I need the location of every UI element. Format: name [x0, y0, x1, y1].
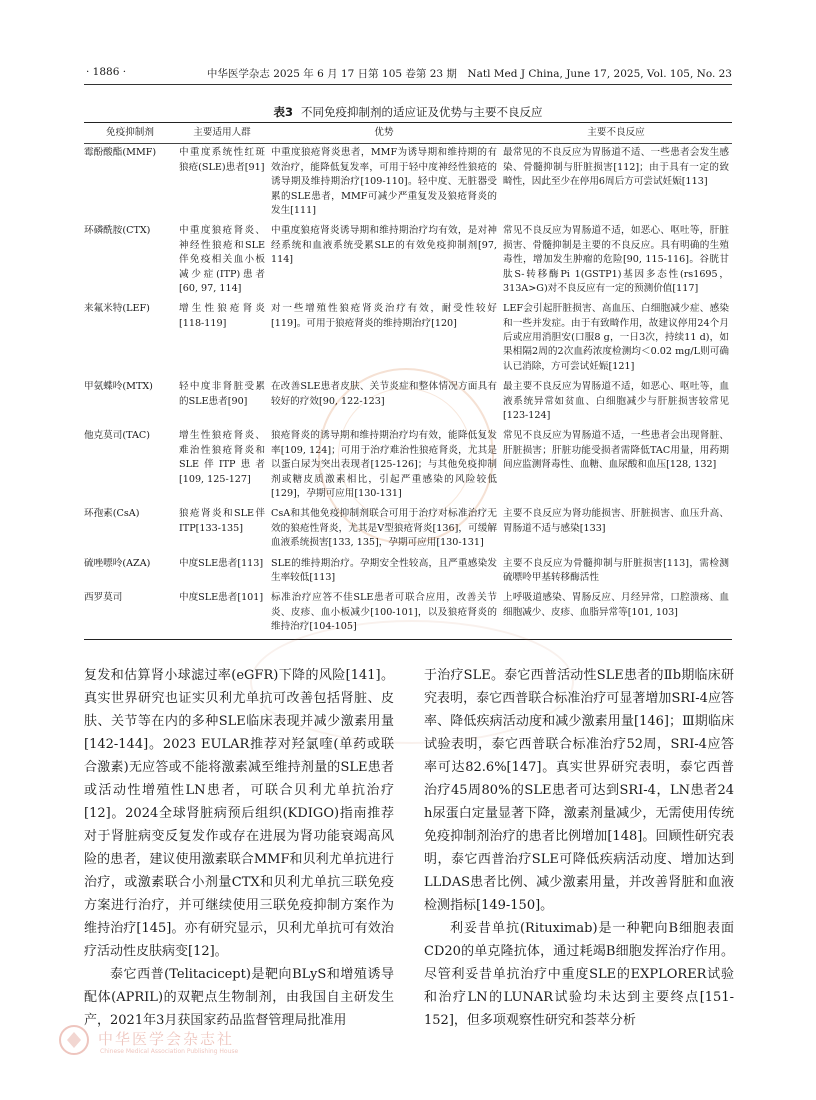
population-cell: 中重度狼疮肾炎、神经性狼疮和SLE伴免疫相关血小板减少症(ITP)患者[60, 97, 114]: [179, 225, 265, 294]
publisher-name: 中华医学会杂志社: [98, 1030, 235, 1048]
body-paragraph: 利妥昔单抗(Rituximab)是一种靶向B细胞表面CD20的单克隆抗体，通过耗竭B细胞发挥治疗作用。尽管利妥昔单抗治疗中重度SLE的EXPLORER试验和治疗LN的LUNAR试验均未达到主要终点[151-152]，但多项观察性研究和荟萃分析: [424, 921, 734, 1028]
table-header-row: [84, 123, 732, 144]
population-cell: 增生性狼疮肾炎、难治性狼疮肾炎和SLE伴ITP患者[109, 125-127]: [179, 430, 265, 485]
advantages-cell: SLE的维持期治疗。孕期安全性较高，且严重感染发生率较低[113]: [271, 557, 497, 583]
advantages-cell: 狼疮肾炎的诱导期和维持期治疗均有效，能降低复发率[109, 124]；可用于治疗难治性狼疮肾炎，尤其是以蛋白尿为突出表现者[125-126]；与其他免疫抑制剂或糖皮质激素相比，引起严重感染的风险较低[129]，孕期可应用[130-131]: [271, 430, 497, 499]
adverse-cell: 主要不良反应为肾功能损害、肝脏损害、血压升高、胃肠道不适与感染[133]: [503, 508, 729, 534]
drug-cell: 甲氨蝶呤(MTX): [84, 381, 153, 393]
immunosuppressant-table: [84, 122, 732, 640]
header-rule: [84, 84, 732, 85]
drug-cell: 环孢素(CsA): [84, 508, 140, 520]
adverse-cell: 主要不良反应为骨髓抑制与肝脏损害[113]，需检测硫嘌呤甲基转移酶活性: [503, 557, 729, 583]
page-number: · 1886 ·: [86, 66, 127, 78]
body-paragraph: 复发和估算肾小球滤过率(eGFR)下降的风险[141]。真实世界研究也证实贝利尤单抗可改善包括肾脏、皮肤、关节等在内的多种SLE临床表现并减少激素用量[142-144]。2023 EULAR推荐对羟氯喹(单药或联合激素)无应答或不能将激素减至维持剂量的SLE患者或活动性增殖性LN患者，可联合贝利尤单抗治疗[12]。2024全球肾脏病预后组织(KDIGO)指南推荐对于肾脏病变反复发作或存在进展为肾功能衰竭高风险的患者，建议使用激素联合MMF和贝利尤单抗进行治疗，或激素联合小剂量CTX和贝利尤单抗三联免疫方案进行治疗，并可继续使用三联免疫抑制方案作为维持治疗[145]。亦有研究显示，贝利尤单抗可有效治疗活动性皮肤病变[12]。: [84, 668, 394, 959]
body-column-right: [424, 664, 734, 1032]
population-cell: 狼疮肾炎和SLE伴ITP[133-135]: [179, 508, 265, 534]
adverse-cell: 常见不良反应为胃肠道不适，一些患者会出现肾脏、肝脏损害；肝脏功能受损者需降低TAC用量，用药期间应监测肾毒性、血糖、血尿酸和血压[128, 132]: [503, 430, 729, 471]
body-paragraph: 于治疗SLE。泰它西普活动性SLE患者的Ⅱb期临床研究表明，泰它西普联合标准治疗可显著增加SRI-4应答率、降低疾病活动度和减少激素用量[146]；Ⅲ期临床试验表明，泰它西普联合标准治疗52周，SRI-4应答率可达82.6%[147]。真实世界研究表明，泰它西普治疗45周80%的SLE患者可达到SRI-4，LN患者24 h尿蛋白定量显著下降，激素剂量减少，无需使用传统免疫抑制剂治疗的患者比例增加[148]。回顾性研究表明，泰它西普治疗SLE可降低疾病活动度、增加达到LLDAS患者比例、减少激素用量，并改善肾脏和血液检测指标[149-150]。: [424, 668, 734, 913]
table-row: [84, 505, 732, 554]
drug-cell: 来氟米特(LEF): [84, 303, 150, 315]
body-column-left: [84, 664, 394, 1032]
column-header: 免疫抑制剂: [84, 123, 176, 144]
adverse-cell: 最常见的不良反应为胃肠道不适、一些患者会发生感染、骨髓抑制与肝脏损害[112]；由于具有一定的致畸性，因此至少在停用6周后方可尝试妊娠[113]: [503, 147, 729, 188]
adverse-cell: 常见不良反应为胃肠道不适，如恶心、呕吐等，肝脏损害、骨髓抑制是主要的不良反应。具有明确的生殖毒性，增加发生肿瘤的危险[90, 115-116]。谷胱甘肽S-转移酶Pi 1(GSTP1)基因多态性(rs1695，313A>G)对不良反应有一定的预测价值[117]: [503, 225, 729, 294]
advantages-cell: 中重度狼疮肾炎患者，MMF为诱导期和维持期的有效治疗，能降低复发率，可用于轻中度神经性狼疮的诱导期及维持期治疗[109-110]。轻中度、无脏器受累的SLE患者，MMF可减少严重复发及狼疮肾炎的发生[111]: [271, 147, 497, 216]
adverse-cell: 最主要不良反应为胃肠道不适，如恶心、呕吐等，血液系统异常如贫血、白细胞减少与肝脏损害较常见[123-124]: [503, 381, 729, 422]
population-cell: 中度SLE患者[101]: [179, 592, 264, 604]
drug-cell: 他克莫司(TAC): [84, 430, 151, 442]
population-cell: 轻中度非肾脏受累的SLE患者[90]: [179, 381, 265, 407]
advantages-cell: CsA和其他免疫抑制剂联合可用于治疗对标准治疗无效的狼疮性肾炎，尤其是V型狼疮肾炎[136]，可缓解血液系统损害[133, 135]，孕期可应用[130-131]: [271, 508, 497, 549]
column-header: 优势: [268, 123, 500, 144]
table-row: [84, 555, 732, 590]
table-row: [84, 144, 732, 222]
table-row: [84, 427, 732, 505]
table-row: [84, 378, 732, 427]
table-title: 不同免疫抑制剂的适应证及优势与主要不良反应: [301, 105, 543, 119]
advantages-cell: 对一些增殖性狼疮肾炎治疗有效，耐受性较好[119]。可用于狼疮肾炎的维持期治疗[120]: [271, 303, 497, 329]
adverse-cell: LEF会引起肝脏损害、高血压、白细胞减少症、感染和一些并发症。由于有致畸作用，故建议停用24个月后或应用消胆安(口服8 g，一日3次，持续11 d)，如果相隔2周的2次血药浓度检测均＜0.02 mg/L则可确认已消除，方可尝试妊娠[121]: [503, 303, 729, 372]
table-caption: [84, 104, 732, 120]
publisher-subtitle: Chinese Medical Association Publishing House: [100, 1048, 239, 1055]
drug-cell: 霉酚酸酯(MMF): [84, 147, 157, 159]
advantages-cell: 中重度狼疮肾炎诱导期和维持期治疗均有效，是对神经系统和血液系统受累SLE的有效免疫抑制剂[97, 114]: [271, 225, 497, 266]
advantages-cell: 标准治疗应答不佳SLE患者可联合应用，改善关节炎、皮疹、血小板减少[100-101]，以及狼疮肾炎的维持治疗[104-105]: [271, 592, 497, 633]
drug-cell: 环磷酰胺(CTX): [84, 225, 151, 237]
body-paragraph: 泰它西普(Telitacicept)是靶向BLyS和增殖诱导配体(APRIL)的双靶点生物制剂，由我国自主研发生产，2021年3月获国家药品监督管理局批准用: [84, 967, 394, 1028]
table-row: [84, 300, 732, 378]
drug-cell: 硫唑嘌呤(AZA): [84, 557, 151, 569]
adverse-cell: 上呼吸道感染、胃肠反应、月经异常，口腔溃疡、血细胞减少、皮疹、血脂异常等[101, 103]: [503, 592, 729, 618]
table-label: 表3: [273, 105, 293, 119]
table-row: [84, 589, 732, 639]
population-cell: 增生性狼疮肾炎[118-119]: [179, 303, 265, 329]
population-cell: 中度SLE患者[113]: [179, 557, 264, 569]
table-row: [84, 222, 732, 300]
running-header: [84, 66, 732, 84]
advantages-cell: 在改善SLE患者皮肤、关节炎症和整体情况方面具有较好的疗效[90, 122-123]: [271, 381, 497, 407]
population-cell: 中重度系统性红斑狼疮(SLE)患者[91]: [179, 147, 265, 173]
journal-citation: 中华医学杂志 2025 年 6 月 17 日第 105 卷第 23 期 Natl Med J China, June 17, 2025, Vol. 105, No. 23: [206, 68, 732, 80]
column-header: 主要不良反应: [500, 123, 732, 144]
column-header: 主要适用人群: [176, 123, 268, 144]
drug-cell: 西罗莫司: [84, 592, 123, 604]
